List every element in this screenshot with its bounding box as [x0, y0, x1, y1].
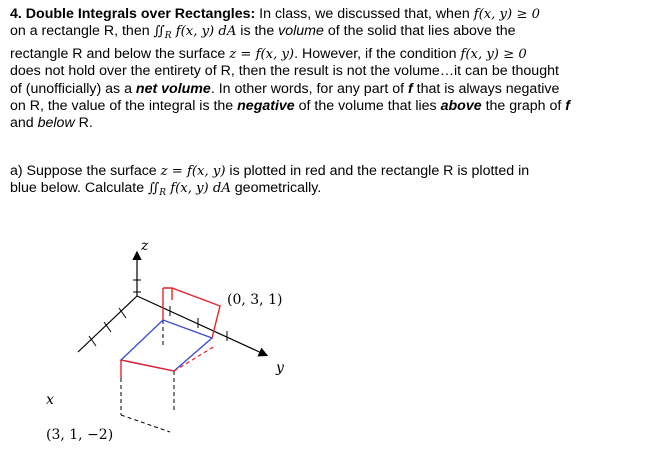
axis-label-z: z: [141, 238, 149, 254]
text-run: R.: [74, 115, 93, 132]
text-run: on R, the value of the integral is the: [10, 98, 238, 115]
double-integral-symbol: ∬: [148, 181, 160, 197]
point-label-top: (0, 3, 1): [227, 292, 283, 308]
text-run: the graph of: [481, 98, 566, 115]
text-run: geometrically.: [230, 180, 322, 197]
text-run: . However, if the condition: [294, 45, 461, 62]
math-integrand: f(x, y) dA: [166, 181, 231, 197]
text-run: of (unofficially) as a: [10, 80, 136, 97]
emphasis-negative: negative: [237, 98, 295, 115]
math-integrand: f(x, y) dA: [171, 24, 237, 40]
emphasis-f-2: f: [565, 98, 570, 115]
text-run: is plotted in red and the rectangle R is plotted in: [225, 163, 530, 179]
math-surface: z = f(x, y): [229, 46, 295, 62]
point-label-bottom: (3, 1, −2): [46, 427, 114, 443]
dashed-guides: [121, 320, 174, 432]
text-run: a) Suppose the surface: [10, 163, 161, 179]
text-run: is the: [236, 23, 279, 40]
text-run: and: [10, 115, 38, 132]
emphasis-net-volume: net volume: [135, 80, 211, 97]
x-axis: [78, 296, 137, 352]
red-surface: [121, 288, 220, 378]
problem-title: Double Integrals over Rectangles:: [25, 6, 256, 22]
text-run: of the volume that lies: [294, 98, 441, 115]
double-integral-symbol: ∬: [153, 24, 165, 40]
text-run: of the solid that lies above the: [323, 23, 516, 40]
axis-label-y: y: [276, 360, 284, 376]
math-condition-2: f(x, y) ≥ 0: [460, 46, 527, 62]
text-run: that is always negative: [412, 80, 560, 97]
text-run: blue below. Calculate: [10, 180, 149, 197]
text-run: . In other words, for any part of: [210, 80, 408, 97]
red-surface-hidden: [174, 346, 215, 371]
emphasis-above: above: [440, 98, 482, 115]
axis-label-x: x: [46, 392, 54, 408]
text-run: rectangle R and below the surface: [10, 45, 230, 62]
emphasis-below: below: [37, 115, 75, 132]
integral-subscript: R: [159, 188, 167, 199]
text-run: In class, we discussed that, when: [255, 6, 474, 22]
problem-number: 4.: [10, 6, 22, 22]
emphasis-volume: volume: [278, 23, 324, 40]
text-run: on a rectangle R, then: [10, 23, 154, 40]
text-run: does not hold over the entirety of R, then the result is not the volume…it can be thought: [10, 63, 559, 80]
math-condition: f(x, y) ≥ 0: [473, 7, 540, 22]
emphasis-f: f: [407, 80, 413, 97]
math-surface: z = f(x, y): [160, 164, 226, 179]
integral-subscript: R: [164, 31, 172, 42]
